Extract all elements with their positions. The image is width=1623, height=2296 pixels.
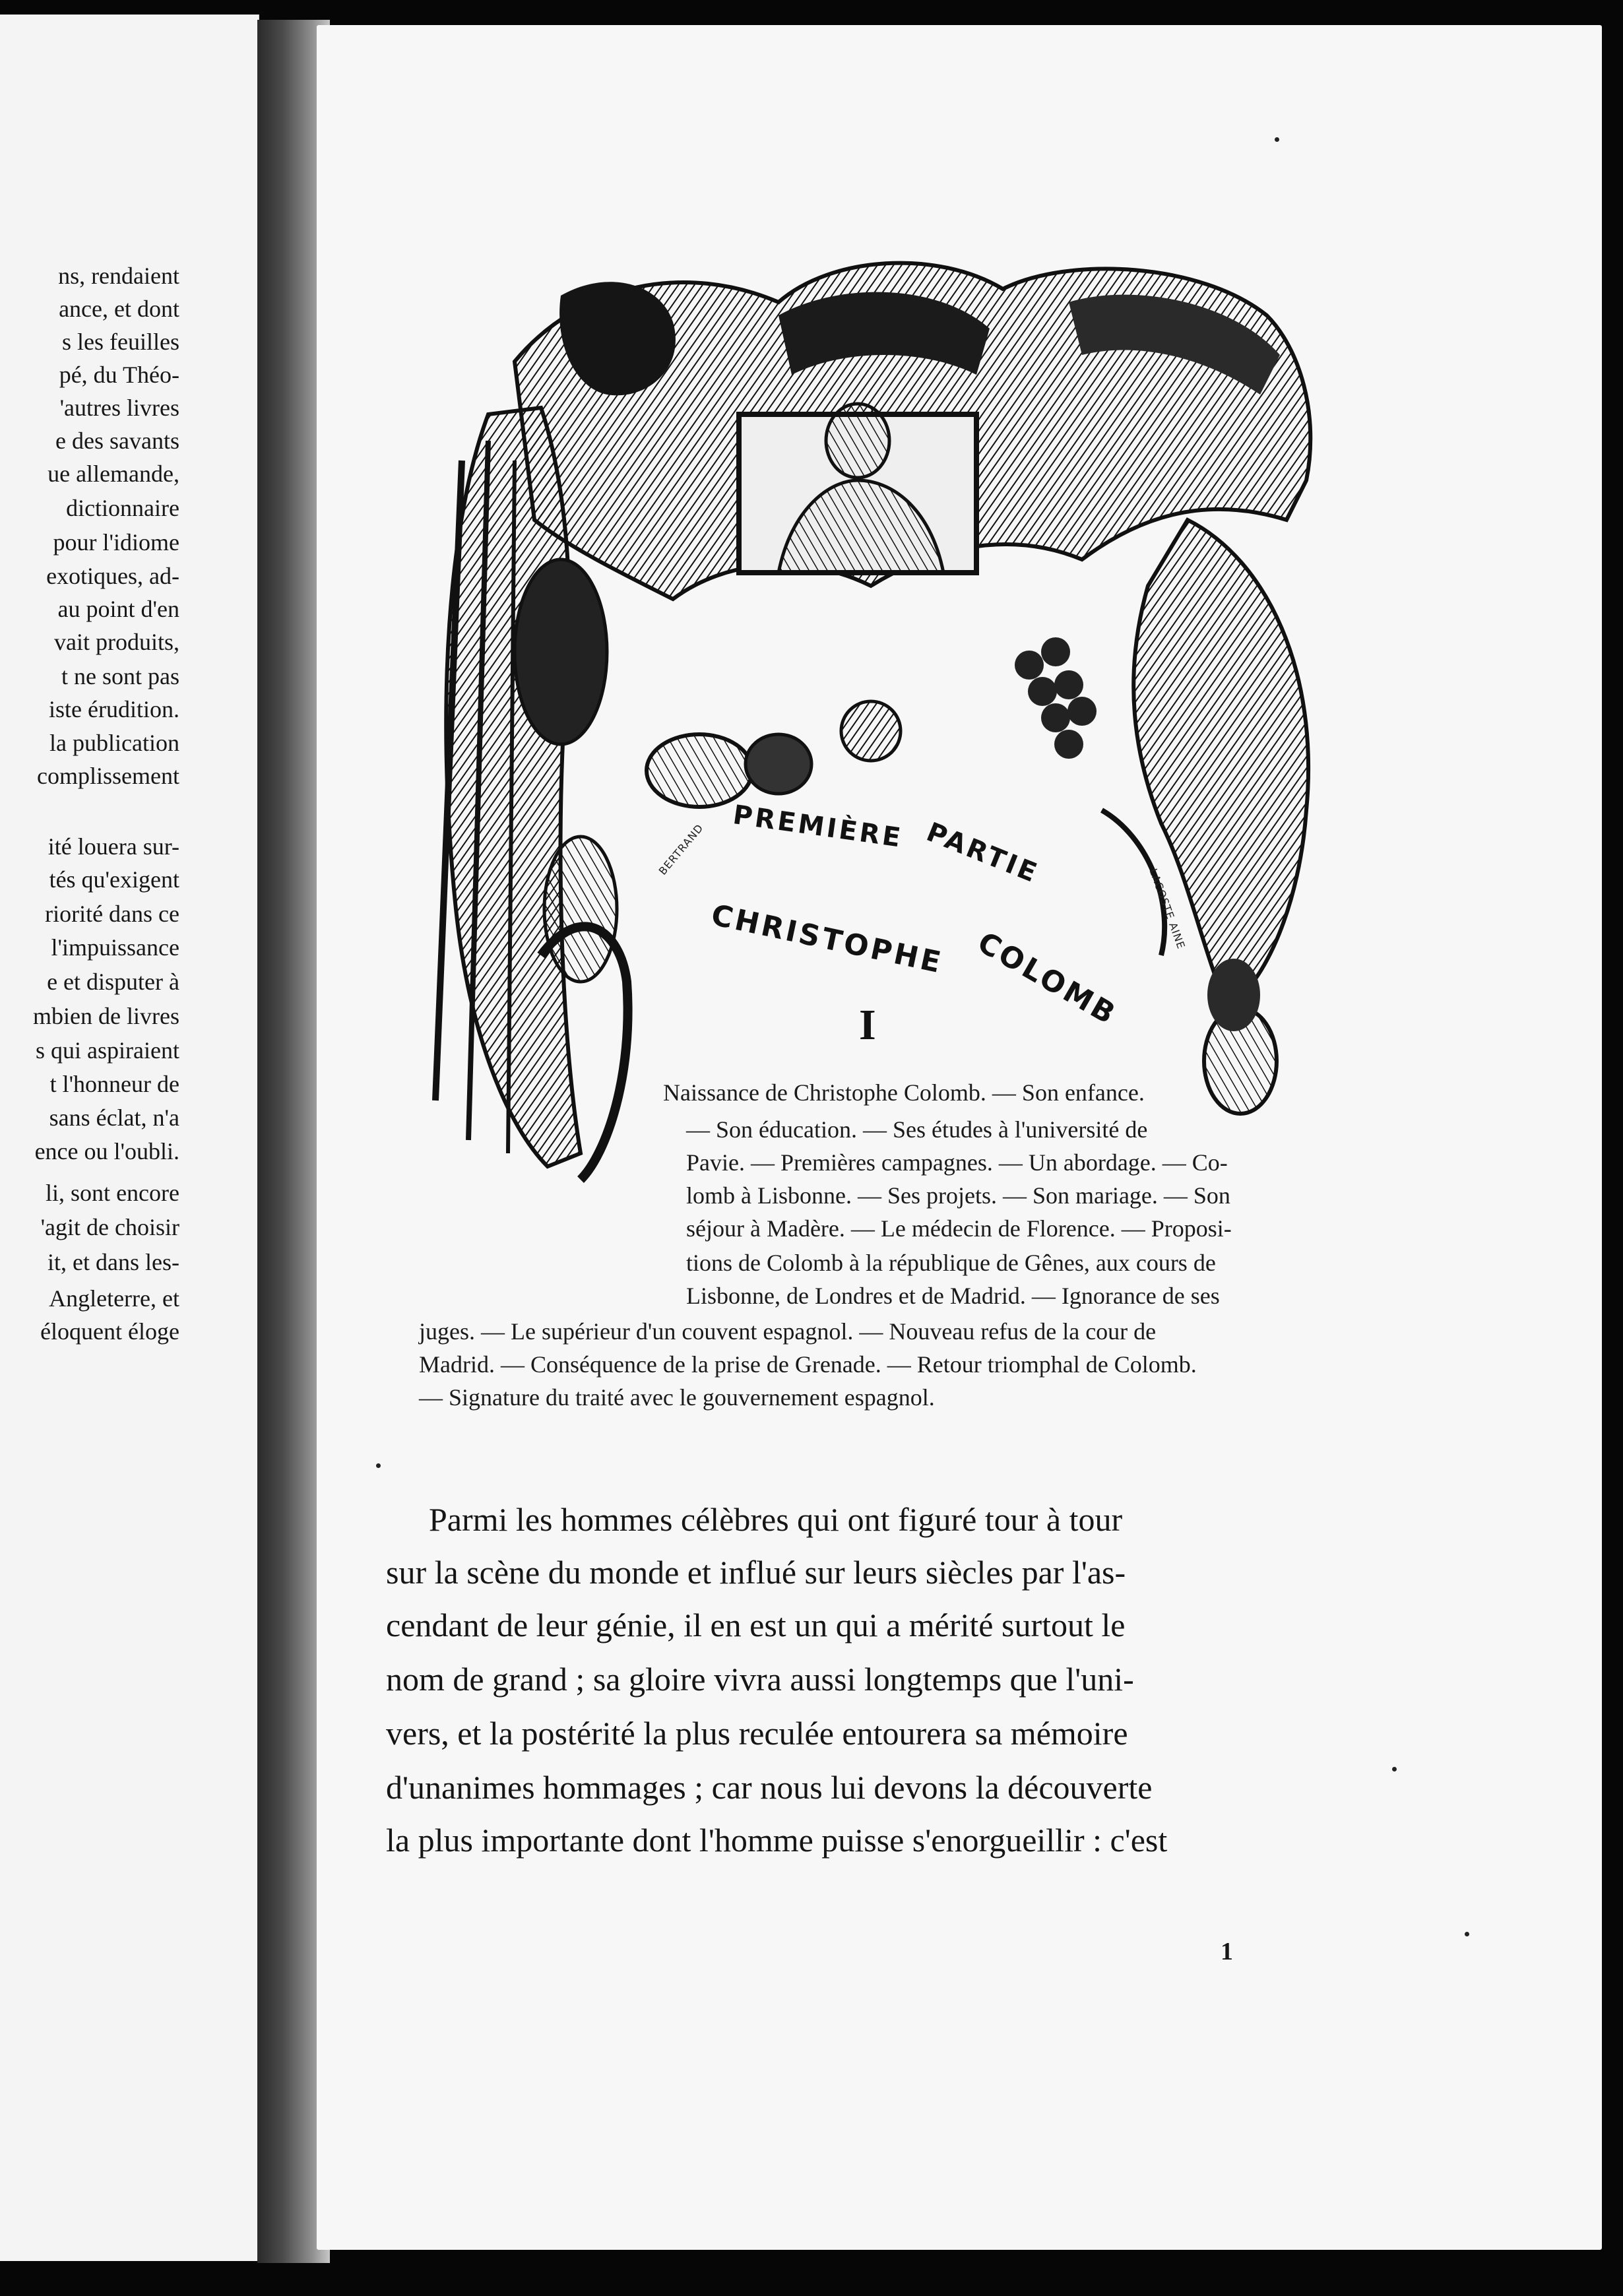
- left-page-line: e des savants: [55, 428, 179, 454]
- left-page-line: dictionnaire: [66, 495, 179, 521]
- left-page-line: ns, rendaient: [58, 263, 179, 289]
- left-page-line: mbien de livres: [33, 1003, 179, 1029]
- summary-line: lomb à Lisbonne. — Ses projets. — Son mariage. — Son: [686, 1182, 1230, 1209]
- summary-line: Naissance de Christophe Colomb. — Son enfance.: [663, 1079, 1145, 1106]
- body-line: d'unanimes hommages ; car nous lui devons la découverte: [386, 1769, 1153, 1806]
- body-line: Parmi les hommes célèbres qui ont figuré tour à tour: [429, 1501, 1123, 1538]
- summary-line: — Signature du traité avec le gouvernement espagnol.: [419, 1384, 935, 1411]
- left-page-line: tés qu'exigent: [49, 866, 179, 893]
- left-page-line: au point d'en: [57, 596, 179, 622]
- summary-line: tions de Colomb à la république de Gênes, aux cours de: [686, 1250, 1216, 1276]
- left-page-line: la publication: [49, 730, 179, 756]
- summary-line: Pavie. — Premières campagnes. — Un abordage. — Co-: [686, 1149, 1228, 1176]
- left-page-line: riorité dans ce: [45, 901, 179, 927]
- left-page-line: Angleterre, et: [49, 1285, 179, 1312]
- left-page-text: [0, 15, 259, 2261]
- ink-speck: [1275, 137, 1279, 142]
- body-line: vers, et la postérité la plus reculée entourera sa mémoire: [386, 1715, 1128, 1752]
- summary-line: séjour à Madère. — Le médecin de Florence. — Proposi-: [686, 1215, 1232, 1242]
- ink-speck: [1465, 1932, 1469, 1936]
- left-page-line: pour l'idiome: [53, 529, 179, 556]
- book-title-word-2: COLOMB: [971, 925, 1123, 1033]
- left-page-line: complissement: [37, 763, 179, 789]
- left-page-line: vait produits,: [54, 629, 179, 655]
- left-page-line: ité louera sur-: [48, 833, 179, 860]
- summary-line: Lisbonne, de Londres et de Madrid. — Ignorance de ses: [686, 1283, 1220, 1309]
- page-number: 1: [1221, 1938, 1233, 1965]
- summary-line: Madrid. — Conséquence de la prise de Grenade. — Retour triomphal de Colomb.: [419, 1351, 1197, 1378]
- part-label-word-2: PARTIE: [922, 817, 1044, 889]
- summary-line: — Son éducation. — Ses études à l'université de: [686, 1116, 1148, 1143]
- book-title-word-1: CHRISTOPHE: [708, 898, 947, 980]
- left-page-line: s qui aspiraient: [36, 1037, 179, 1064]
- left-page-line: 'agit de choisir: [40, 1214, 179, 1240]
- summary-line: juges. — Le supérieur d'un couvent espagnol. — Nouveau refus de la cour de: [419, 1318, 1157, 1345]
- left-page-line: li, sont encore: [46, 1180, 179, 1206]
- left-page-line: t l'honneur de: [49, 1071, 179, 1097]
- ink-speck: [1392, 1767, 1397, 1771]
- left-page-line: s les feuilles: [62, 329, 179, 355]
- left-page-line: ance, et dont: [59, 296, 179, 322]
- engraver-credit-right: LACOSTE AINE: [1147, 866, 1188, 951]
- left-page-line: l'impuissance: [51, 934, 179, 961]
- body-line: cendant de leur génie, il en est un qui a mérité surtout le: [386, 1607, 1126, 1643]
- left-page-line: éloquent éloge: [40, 1318, 179, 1345]
- body-line: sur la scène du monde et influé sur leurs siècles par l'as-: [386, 1554, 1126, 1591]
- left-page: [0, 15, 259, 2261]
- body-line: nom de grand ; sa gloire vivra aussi longtemps que l'uni-: [386, 1661, 1134, 1698]
- right-page: [317, 25, 1602, 2250]
- left-page-line: exotiques, ad-: [46, 563, 179, 589]
- left-page-line: 'autres livres: [59, 395, 179, 421]
- left-page-line: e et disputer à: [47, 969, 179, 995]
- left-page-line: t ne sont pas: [61, 663, 179, 689]
- ink-speck: [376, 1463, 381, 1468]
- left-page-line: ence ou l'oubli.: [34, 1138, 179, 1164]
- left-page-line: iste érudition.: [49, 696, 179, 722]
- left-page-line: ue allemande,: [48, 461, 179, 487]
- left-page-line: pé, du Théo-: [59, 362, 179, 388]
- part-label-word-1: PREMIÈRE: [731, 800, 905, 854]
- left-page-line: sans éclat, n'a: [49, 1104, 179, 1131]
- left-page-line: it, et dans les-: [48, 1249, 179, 1275]
- chapter-number: I: [859, 1001, 876, 1049]
- body-line: la plus importante dont l'homme puisse s'enorgueillir : c'est: [386, 1822, 1168, 1859]
- engraver-credit-left: BERTRAND: [656, 821, 706, 877]
